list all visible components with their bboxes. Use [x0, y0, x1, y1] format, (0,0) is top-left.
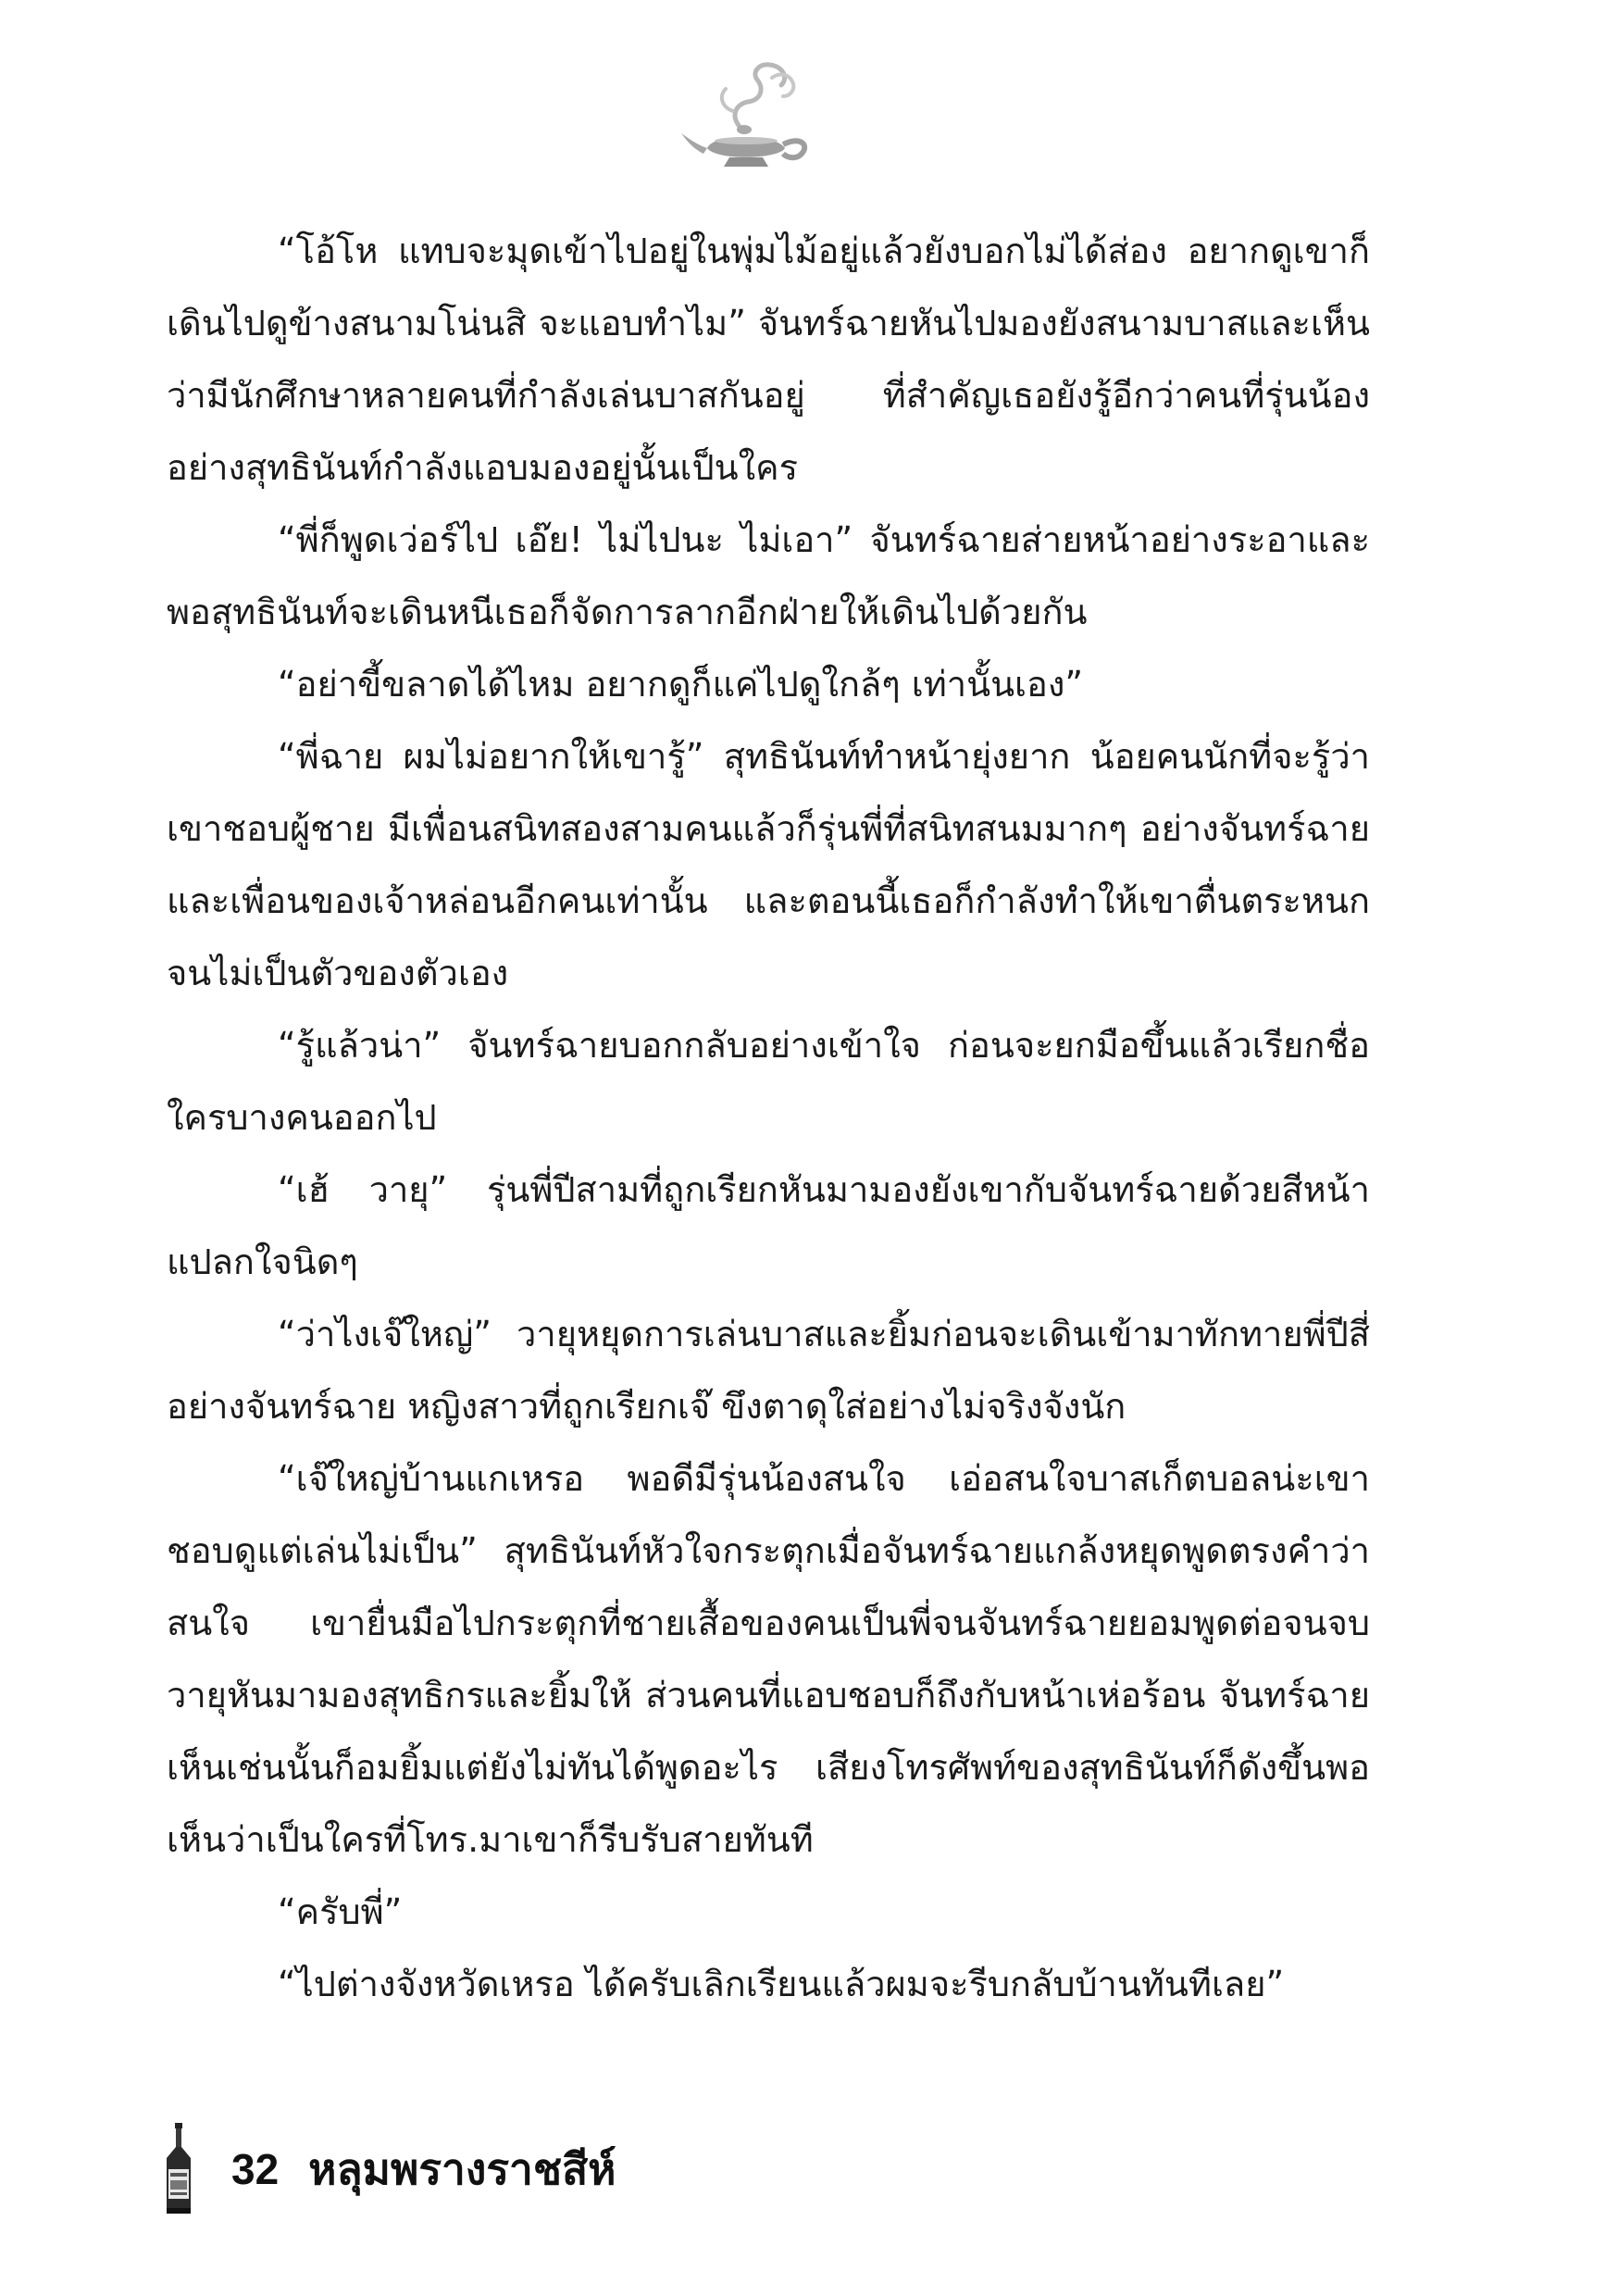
- paragraph-7: “ว่าไงเจ๊ใหญ่” วายุหยุดการเล่นบาสและยิ้มก่อนจะเดินเข้ามาทักทายพี่ปีสี่อย่างจันทร์ฉาย หญิงสาวที่ถูกเรียกเจ๊ ขึงตาดุใส่อย่างไม่จริงจังนัก: [167, 1314, 1370, 1427]
- paragraph-6: “เฮ้ วายุ” รุ่นพี่ปีสามที่ถูกเรียกหันมามองยังเขากับจันทร์ฉายด้วยสีหน้าแปลกใจนิดๆ: [167, 1169, 1370, 1282]
- paragraph-5: “รู้แล้วน่า” จันทร์ฉายบอกกลับอย่างเข้าใจ ก่อนจะยกมือขึ้นแล้วเรียกชื่อใครบางคนออกไป: [167, 1025, 1370, 1138]
- paragraph-3: “อย่าขี้ขลาดได้ไหม อยากดูก็แค่ไปดูใกล้ๆ เท่านั้นเอง”: [278, 664, 1084, 705]
- paragraph-9: “ครับพี่”: [278, 1891, 403, 1932]
- paragraph-10: “ไปต่างจังหวัดเหรอ ได้ครับเลิกเรียนแล้วผมจะรีบกลับบ้านทันทีเลย”: [278, 1964, 1285, 2004]
- paragraph-8: “เจ๊ใหญ่บ้านแกเหรอ พอดีมีรุ่นน้องสนใจ เอ่อสนใจบาสเก็ตบอลน่ะเขาชอบดูแต่เล่นไม่เป็น” สุทธินันท์หัวใจกระตุกเมื่อจันทร์ฉายแกล้งหยุดพูดตรงคำว่า สนใจ เขายื่นมือไปกระตุกที่ชายเสื้อของคนเป็นพี่จนจันทร์ฉายยอมพูดต่อจนจบ วายุหันมามองสุทธิกรและยิ้มให้ ส่วนคนที่แอบชอบก็ถึงกับหน้าเห่อร้อน จันทร์ฉายเห็นเช่นนั้นก็อมยิ้มแต่ยังไม่ทันได้พูดอะไร เสียงโทรศัพท์ของสุทธินันท์ก็ดังขึ้นพอเห็นว่าเป็นใครที่โทร.มาเขาก็รีบรับสายทันที: [167, 1458, 1370, 1860]
- book-title: หลุมพรางราชสีห์: [308, 2143, 616, 2194]
- genie-lamp-icon: [676, 56, 824, 176]
- page-footer: [163, 2118, 616, 2220]
- paragraph-1: “โอ้โห แทบจะมุดเข้าไปอยู่ในพุ่มไม้อยู่แล้วยังบอกไม่ได้ส่อง อยากดูเขาก็เดินไปดูข้างสนามโน่นสิ จะแอบทำไม” จันทร์ฉายหันไปมองยังสนามบาสและเห็นว่ามีนักศึกษาหลายคนที่กำลังเล่นบาสกันอยู่ ที่สำคัญเธอยังรู้อีกว่าคนที่รุ่นน้องอย่างสุทธินันท์กำลังแอบมองอยู่นั้นเป็นใคร: [167, 231, 1370, 488]
- page-number: 32: [231, 2145, 280, 2193]
- paragraph-4: “พี่ฉาย ผมไม่อยากให้เขารู้” สุทธินันท์ทำหน้ายุ่งยาก น้อยคนนักที่จะรู้ว่าเขาชอบผู้ชาย มีเพื่อนสนิทสองสามคนแล้วก็รุ่นพี่ที่สนิทสนมมากๆ อย่างจันทร์ฉายและเพื่อนของเจ้าหล่อนอีกคนเท่านั้น และตอนนี้เธอก็กำลังทำให้เขาตื่นตระหนกจนไม่เป็นตัวของตัวเอง: [167, 736, 1370, 993]
- paragraph-2: “พี่ก็พูดเว่อร์ไป เอ๊ย! ไม่ไปนะ ไม่เอา” จันทร์ฉายส่ายหน้าอย่างระอาและพอสุทธินันท์จะเดินหนีเธอก็จัดการลากอีกฝ่ายให้เดินไปด้วยกัน: [167, 519, 1370, 632]
- whiskey-bottle-icon: [163, 2123, 194, 2215]
- body-text: [167, 215, 1370, 2020]
